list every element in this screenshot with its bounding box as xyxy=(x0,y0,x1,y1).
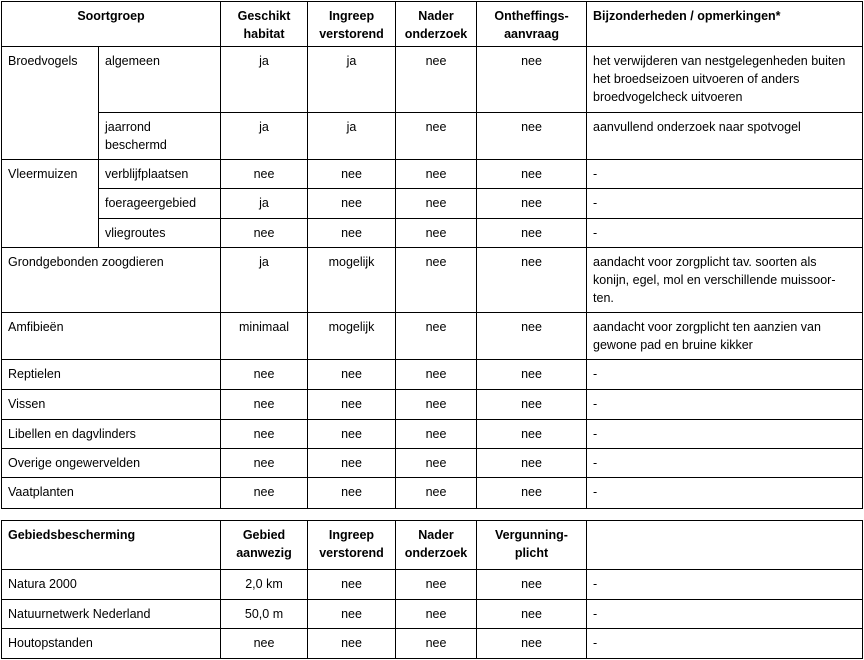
table-row xyxy=(2,600,863,629)
header-ontheffingsaanvraag: Ontheffings-aanvraag xyxy=(477,2,587,47)
nader-cell: nee xyxy=(396,570,477,600)
ingreep-cell: mogelijk xyxy=(308,248,396,313)
ingreep-cell: nee xyxy=(308,219,396,248)
table-row xyxy=(2,189,863,219)
gebied-cell: Houtopstanden xyxy=(2,629,221,659)
habitat-cell: ja xyxy=(221,189,308,219)
habitat-cell: ja xyxy=(221,47,308,113)
table-row xyxy=(2,248,863,313)
opmerking-cell: aandacht voor zorgplicht ten aanzien van gewone pad en bruine kikker xyxy=(587,313,863,360)
header-row xyxy=(2,2,863,47)
table-row xyxy=(2,449,863,478)
sub-cell: algemeen xyxy=(99,47,221,113)
nader-cell: nee xyxy=(396,629,477,659)
aanwezig-cell: 50,0 m xyxy=(221,600,308,629)
group-cell: Grondgebonden zoogdieren xyxy=(2,248,221,313)
sub-cell: verblijfplaatsen xyxy=(99,160,221,189)
ingreep-cell: mogelijk xyxy=(308,313,396,360)
header-row xyxy=(2,521,863,570)
nader-cell: nee xyxy=(396,478,477,509)
ingreep-cell: nee xyxy=(308,189,396,219)
table-row xyxy=(2,47,863,113)
nader-cell: nee xyxy=(396,160,477,189)
ontheffing-cell: nee xyxy=(477,313,587,360)
sub-cell: vliegroutes xyxy=(99,219,221,248)
nader-cell: nee xyxy=(396,390,477,420)
table-row xyxy=(2,219,863,248)
nader-cell: nee xyxy=(396,219,477,248)
group-vleermuizen: Vleermuizen xyxy=(2,160,99,248)
table-row xyxy=(2,313,863,360)
habitat-cell: nee xyxy=(221,219,308,248)
header-ingreep-verstorend: Ingreep verstorend xyxy=(308,521,396,570)
opmerking-cell: aandacht voor zorgplicht tav. soorten als konijn, egel, mol en verschillende muissoor-ten. xyxy=(587,248,863,313)
table-separator xyxy=(1,512,862,520)
ingreep-cell: nee xyxy=(308,449,396,478)
ontheffing-cell: nee xyxy=(477,189,587,219)
opmerking-cell: - xyxy=(587,420,863,449)
opmerking-cell: - xyxy=(587,600,863,629)
header-ingreep-verstorend: Ingreep verstorend xyxy=(308,2,396,47)
habitat-cell: nee xyxy=(221,478,308,509)
ingreep-cell: ja xyxy=(308,47,396,113)
ontheffing-cell: nee xyxy=(477,449,587,478)
header-vergunningplicht: Vergunning-plicht xyxy=(477,521,587,570)
table-row xyxy=(2,360,863,390)
ingreep-cell: nee xyxy=(308,570,396,600)
nader-cell: nee xyxy=(396,449,477,478)
ontheffing-cell: nee xyxy=(477,248,587,313)
habitat-cell: nee xyxy=(221,360,308,390)
opmerking-cell: - xyxy=(587,390,863,420)
header-gebied-aanwezig: Gebied aanwezig xyxy=(221,521,308,570)
header-gebiedsbescherming: Gebiedsbescherming xyxy=(2,521,221,570)
sub-cell: foerageergebied xyxy=(99,189,221,219)
nader-cell: nee xyxy=(396,113,477,160)
habitat-cell: nee xyxy=(221,420,308,449)
habitat-cell: minimaal xyxy=(221,313,308,360)
group-cell: Overige ongewervelden xyxy=(2,449,221,478)
ontheffing-cell: nee xyxy=(477,160,587,189)
opmerking-cell: - xyxy=(587,219,863,248)
ontheffing-cell: nee xyxy=(477,390,587,420)
nader-cell: nee xyxy=(396,47,477,113)
table-row xyxy=(2,570,863,600)
habitat-cell: nee xyxy=(221,160,308,189)
aanwezig-cell: nee xyxy=(221,629,308,659)
group-cell: Vaatplanten xyxy=(2,478,221,509)
ontheffing-cell: nee xyxy=(477,113,587,160)
nader-cell: nee xyxy=(396,420,477,449)
header-geschikt-habitat: Geschikt habitat xyxy=(221,2,308,47)
ontheffing-cell: nee xyxy=(477,47,587,113)
ingreep-cell: nee xyxy=(308,629,396,659)
habitat-cell: ja xyxy=(221,248,308,313)
ingreep-cell: nee xyxy=(308,160,396,189)
nader-cell: nee xyxy=(396,360,477,390)
header-nader-onderzoek: Nader onderzoek xyxy=(396,2,477,47)
opmerking-cell: - xyxy=(587,160,863,189)
ingreep-cell: nee xyxy=(308,390,396,420)
group-broedvogels: Broedvogels xyxy=(2,47,99,160)
aanwezig-cell: 2,0 km xyxy=(221,570,308,600)
habitat-cell: ja xyxy=(221,113,308,160)
group-cell: Amfibieën xyxy=(2,313,221,360)
header-opmerkingen-empty xyxy=(587,521,863,570)
vergunning-cell: nee xyxy=(477,600,587,629)
habitat-cell: nee xyxy=(221,449,308,478)
table-row xyxy=(2,629,863,659)
group-cell: Vissen xyxy=(2,390,221,420)
header-opmerkingen: Bijzonderheden / opmerkingen* xyxy=(587,2,863,47)
nader-cell: nee xyxy=(396,600,477,629)
table-row xyxy=(2,113,863,160)
group-cell: Libellen en dagvlinders xyxy=(2,420,221,449)
opmerking-cell: - xyxy=(587,478,863,509)
table-row xyxy=(2,420,863,449)
gebied-cell: Natuurnetwerk Nederland xyxy=(2,600,221,629)
ingreep-cell: nee xyxy=(308,600,396,629)
vergunning-cell: nee xyxy=(477,570,587,600)
ingreep-cell: ja xyxy=(308,113,396,160)
ontheffing-cell: nee xyxy=(477,478,587,509)
opmerking-cell: aanvullend onderzoek naar spotvogel xyxy=(587,113,863,160)
opmerking-cell: - xyxy=(587,449,863,478)
ontheffing-cell: nee xyxy=(477,360,587,390)
habitat-cell: nee xyxy=(221,390,308,420)
header-soortgroep: Soortgroep xyxy=(2,2,221,47)
ontheffing-cell: nee xyxy=(477,420,587,449)
ingreep-cell: nee xyxy=(308,360,396,390)
vergunning-cell: nee xyxy=(477,629,587,659)
nader-cell: nee xyxy=(396,248,477,313)
soortgroep-table xyxy=(1,1,863,509)
table-row xyxy=(2,390,863,420)
opmerking-cell: - xyxy=(587,629,863,659)
table-row xyxy=(2,478,863,509)
gebiedsbescherming-table xyxy=(1,520,863,659)
ingreep-cell: nee xyxy=(308,478,396,509)
nader-cell: nee xyxy=(396,313,477,360)
header-nader-onderzoek: Nader onderzoek xyxy=(396,521,477,570)
gebied-cell: Natura 2000 xyxy=(2,570,221,600)
opmerking-cell: het verwijderen van nestgelegenheden buiten het broedseizoen uitvoeren of anders broedvogelcheck uitvoeren xyxy=(587,47,863,113)
nader-cell: nee xyxy=(396,189,477,219)
sub-cell: jaarrond beschermd xyxy=(99,113,221,160)
group-cell: Reptielen xyxy=(2,360,221,390)
table-row xyxy=(2,160,863,189)
opmerking-cell: - xyxy=(587,189,863,219)
opmerking-cell: - xyxy=(587,360,863,390)
ontheffing-cell: nee xyxy=(477,219,587,248)
ingreep-cell: nee xyxy=(308,420,396,449)
opmerking-cell: - xyxy=(587,570,863,600)
